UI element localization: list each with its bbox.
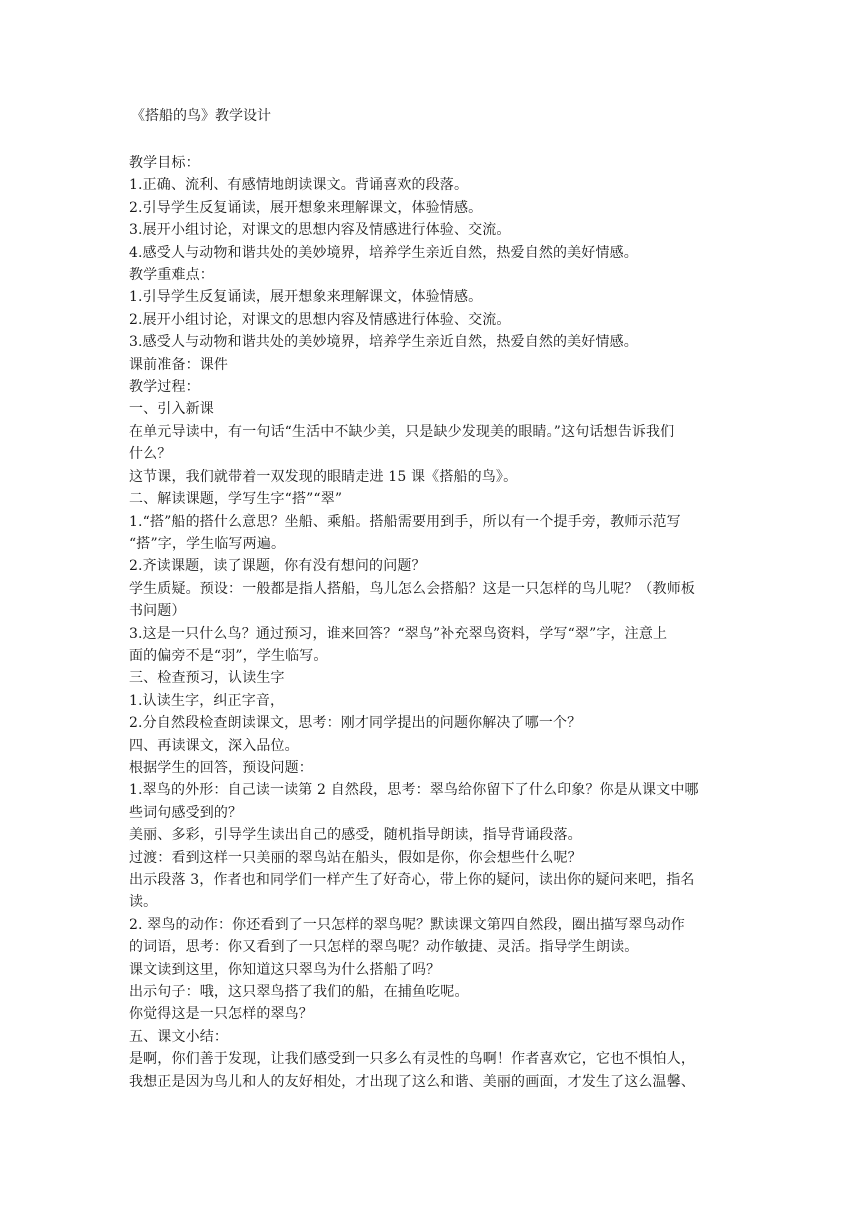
text-line: 过渡：看到这样一只美丽的翠鸟站在船头，假如是你，你会想些什么呢？ [129, 849, 582, 866]
text-line: 课文读到这里，你知道这只翠鸟为什么搭船了吗？ [129, 961, 441, 978]
text-line: 2.分自然段检查朗读课文，思考：刚才同学提出的问题你解决了哪一个？ [129, 715, 582, 732]
text-line: 3.感受人与动物和谐共处的美妙境界，培养学生亲近自然，热爱自然的美好情感。 [129, 334, 638, 351]
text-line: 五、课文小结： [129, 1028, 229, 1045]
text-line: 教学目标： [129, 155, 200, 171]
text-line: 教学重难点： [129, 267, 214, 284]
text-line: 教学过程： [129, 379, 200, 396]
text-line: 课前准备：课件 [129, 356, 229, 373]
text-line: 什么？ [129, 446, 172, 463]
text-line: 这节课，我们就带着一双发现的眼睛走进 15 课《搭船的鸟》。 [129, 468, 518, 485]
text-line: 我想正是因为鸟儿和人的友好相处，才出现了这么和谐、美丽的画面，才发生了这么温馨、 [129, 1073, 695, 1090]
text-line: “搭”字，学生临写两遍。 [129, 535, 286, 552]
text-line: 2. 翠鸟的动作：你还看到了一只怎样的翠鸟呢？默读课文第四自然段，圈出描写翠鸟动作 [129, 916, 685, 933]
text-line: 1.“搭”船的搭什么意思？坐船、乘船。搭船需要用到手，所以有一个提手旁，教师示范写 [129, 513, 681, 530]
text-line: 根据学生的回答，预设问题： [129, 759, 313, 776]
text-line: 4.感受人与动物和谐共处的美妙境界，培养学生亲近自然，热爱自然的美好情感。 [129, 244, 638, 261]
text-line: 是啊，你们善于发现，让我们感受到一只多么有灵性的鸟啊！作者喜欢它，它也不惧怕人， [129, 1051, 695, 1068]
text-line: 2.引导学生反复诵读，展开想象来理解课文，体验情感。 [129, 199, 483, 216]
text-line: 一、引入新课 [129, 401, 214, 418]
text-line: 出示句子：哦，这只翠鸟搭了我们的船，在捕鱼吃呢。 [129, 984, 469, 1001]
text-line: 面的偏旁不是“羽”，学生临写。 [129, 647, 328, 664]
document-title: 《搭船的鸟》教学设计 [131, 108, 271, 124]
text-line: 你觉得这是一只怎样的翠鸟？ [129, 1006, 313, 1023]
text-line: 三、检查预习，认读生字 [129, 670, 285, 687]
text-line: 书问题） [129, 603, 186, 620]
text-line: 学生质疑。预设：一般都是指人搭船，鸟儿怎么会搭船？这是一只怎样的鸟儿呢？（教师板 [129, 580, 695, 597]
text-line: 1.正确、流利、有感情地朗读课文。背诵喜欢的段落。 [129, 177, 469, 194]
text-line: 出示段落 3，作者也和同学们一样产生了好奇心，带上你的疑问，读出你的疑问来吧，指名 [129, 872, 695, 888]
text-line: 3.这是一只什么鸟？通过预习，谁来回答？“翠鸟”补充翠鸟资料，学写“翠”字，注意上 [129, 625, 668, 642]
text-line: 2.展开小组讨论，对课文的思想内容及情感进行体验、交流。 [129, 311, 511, 328]
text-line: 四、再读课文，深入品位。 [129, 737, 299, 754]
text-line: 1.翠鸟的外形：自己读一读第 2 自然段，思考：翠鸟给你留下了什么印象？你是从课文中哪 [129, 782, 699, 799]
text-line: 的词语，思考：你又看到了一只怎样的翠鸟呢？动作敏捷、灵活。指导学生朗读。 [129, 939, 639, 956]
text-line: 在单元导读中，有一句话“生活中不缺少美，只是缺少发现美的眼睛。”这句话想告诉我们 [129, 423, 675, 440]
text-line: 读。 [129, 894, 158, 911]
text-line: 二、解读课题，学写生字“搭”“翠” [129, 491, 343, 508]
text-line: 些词句感受到的？ [129, 804, 243, 821]
text-line: 1.引导学生反复诵读，展开想象来理解课文，体验情感。 [129, 289, 483, 306]
text-line: 3.展开小组讨论，对课文的思想内容及情感进行体验、交流。 [129, 222, 511, 239]
text-line: 1.认读生字，纠正字音， [129, 692, 285, 709]
document-body [129, 152, 732, 1093]
text-line: 2.齐读课题，读了课题，你有没有想问的问题？ [129, 558, 426, 575]
text-line: 美丽、多彩，引导学生读出自己的感受，随机指导朗读，指导背诵段落。 [129, 827, 582, 844]
